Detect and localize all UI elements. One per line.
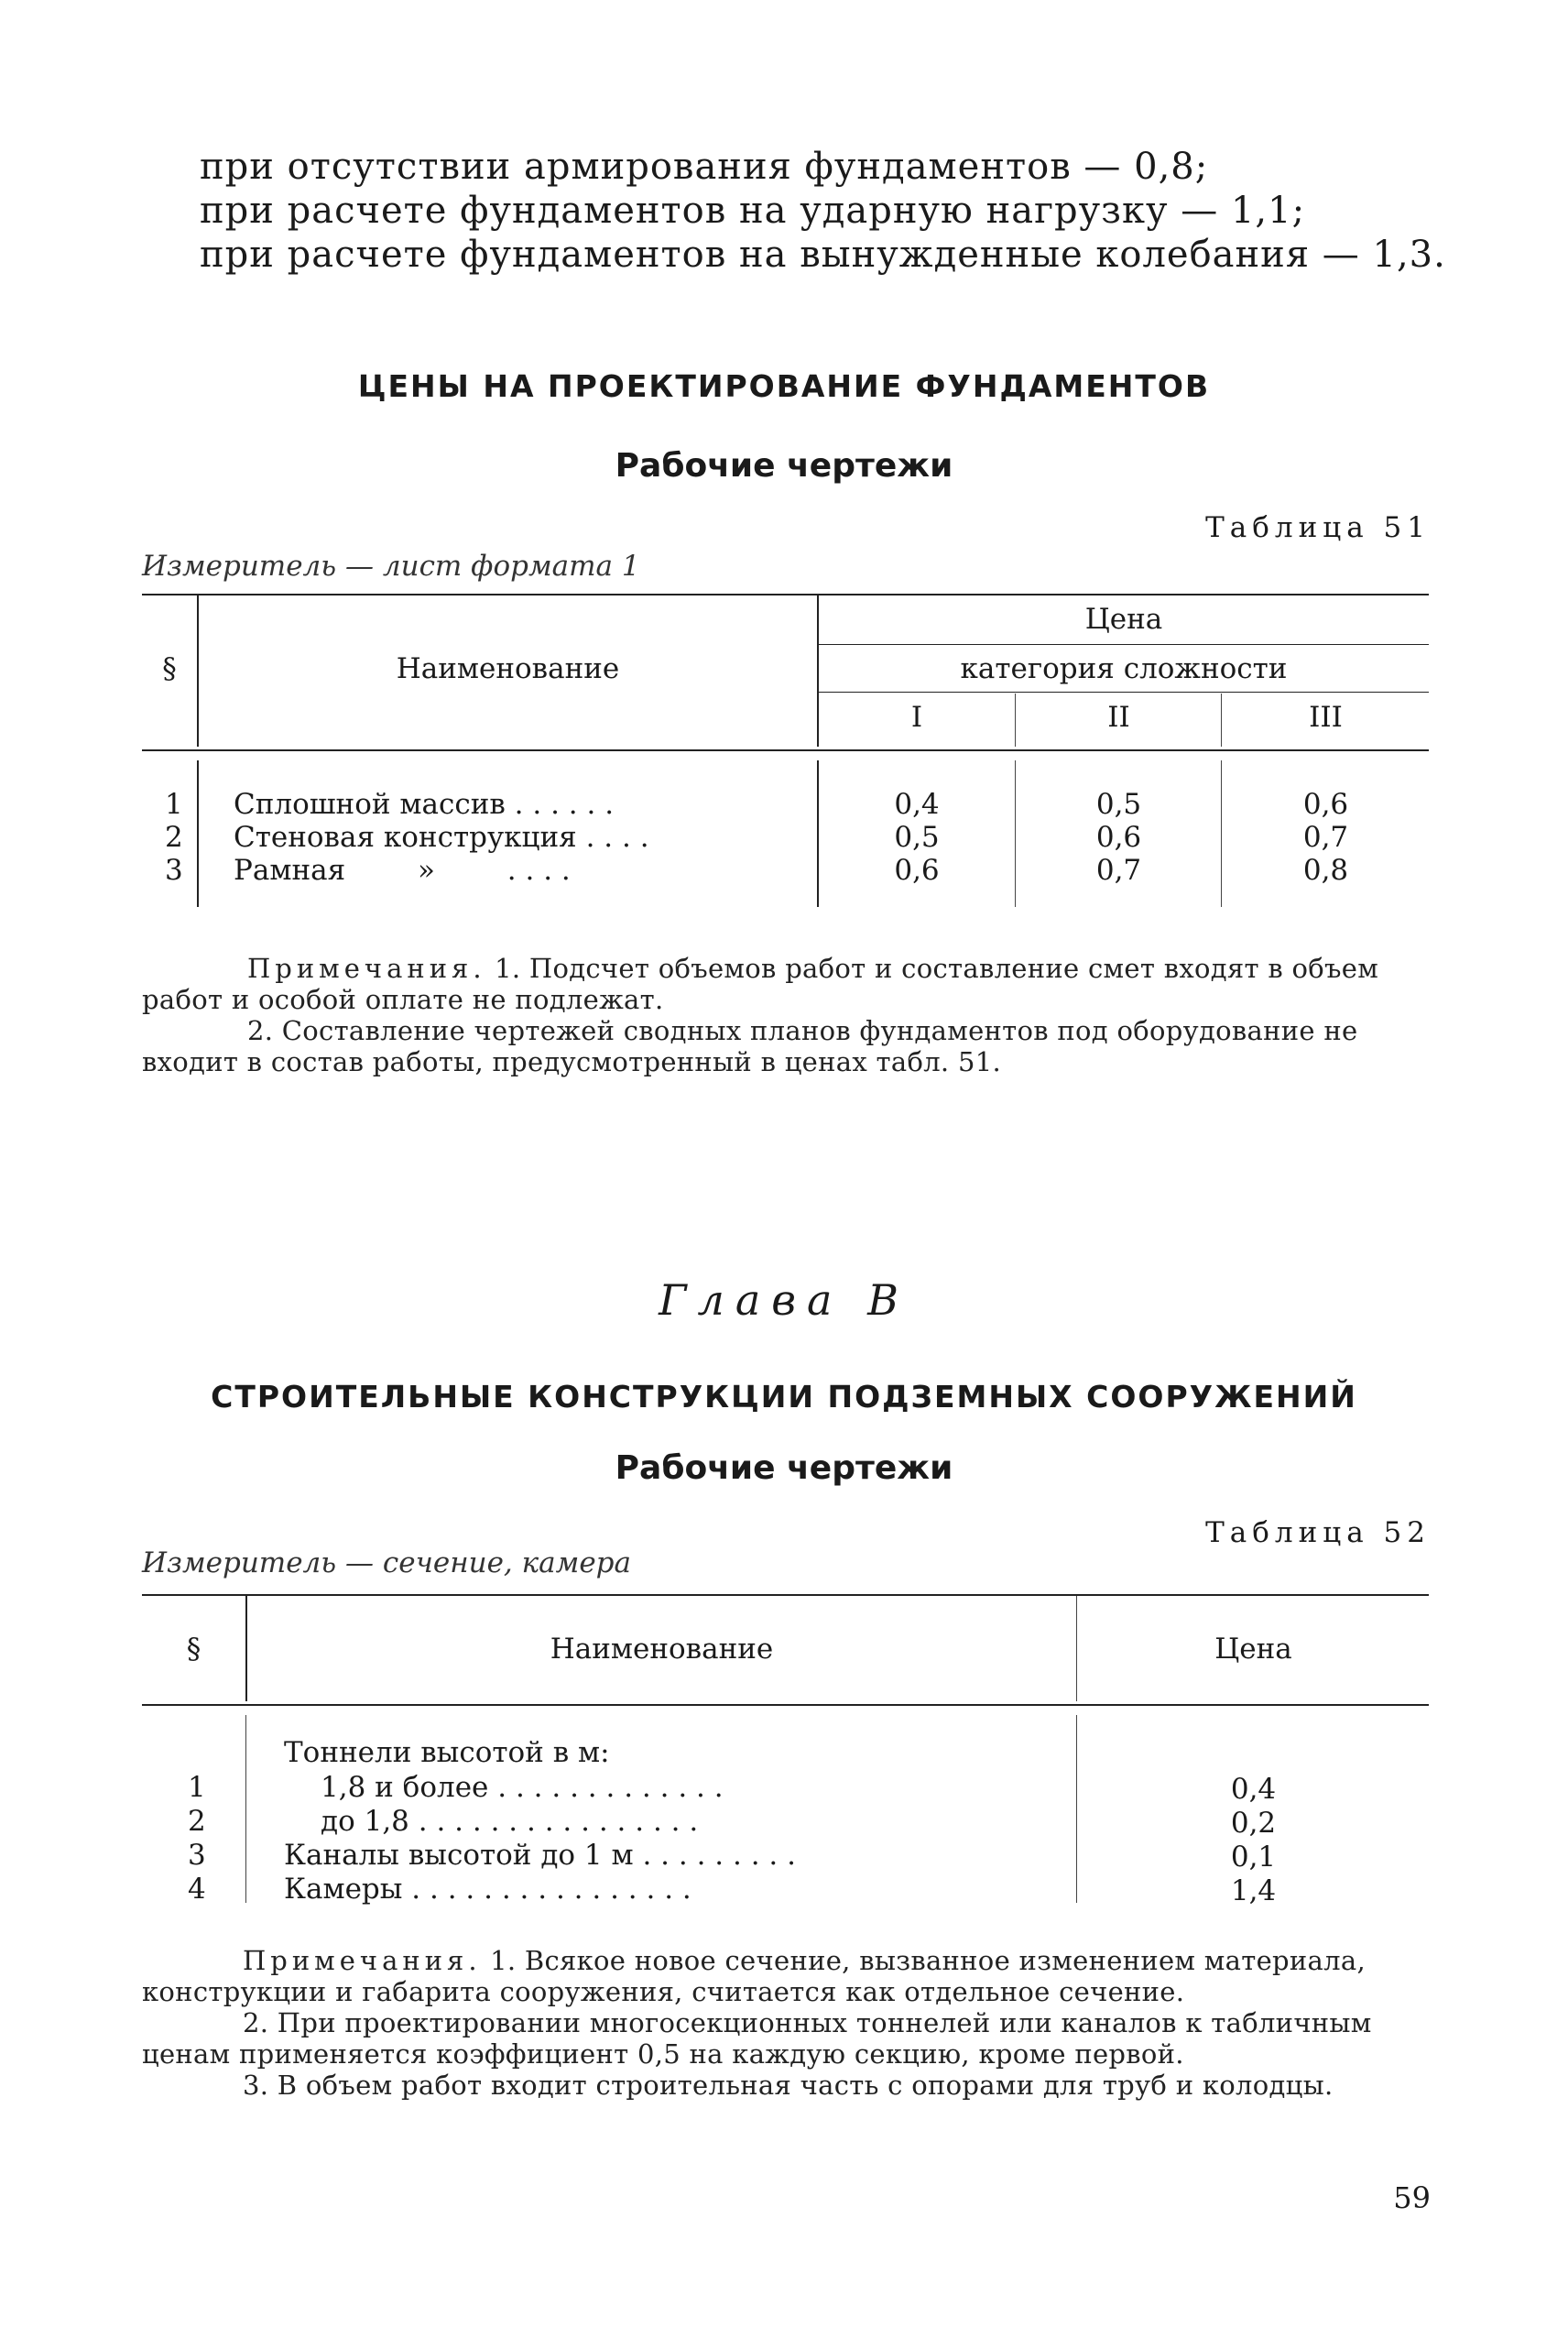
table52-group-label: Тоннели высотой в м:: [284, 1736, 610, 1769]
table51-vline-3: [1015, 694, 1016, 747]
table51-row1-v1: 0,4: [894, 788, 940, 821]
table52-row3-num: 3: [188, 1839, 206, 1872]
table51-col-price: Цена: [1084, 603, 1163, 636]
intro-line-2: при расчете фундаментов на ударную нагрузку — 1,1;: [200, 190, 1306, 232]
table51-category-rule: [817, 692, 1429, 693]
section2-notes-lead: Примечания.: [243, 1945, 482, 1976]
table52-body-vline-2: [1076, 1715, 1077, 1903]
table52-label: Таблица 52: [1205, 1516, 1431, 1549]
table52-row3-name: Каналы высотой до 1 м . . . . . . . . .: [284, 1839, 796, 1872]
table51-body-vline-4: [1221, 760, 1222, 907]
table51-row1-v2: 0,5: [1095, 788, 1142, 821]
table51-row2-name: Стеновая конструкция . . . .: [234, 821, 649, 854]
table51-row3-v1: 0,6: [894, 854, 940, 887]
table51-row2-v1: 0,5: [894, 821, 940, 854]
table51-row2-v2: 0,6: [1095, 821, 1142, 854]
table51-header-rule: [142, 749, 1429, 751]
table52-row4-price: 1,4: [1230, 1874, 1277, 1907]
table52-row4-name: Камеры . . . . . . . . . . . . . . . .: [284, 1873, 691, 1906]
table52-row2-num: 2: [188, 1805, 206, 1838]
table51-body-vline-1: [197, 760, 199, 907]
table52-row1-num: 1: [188, 1771, 206, 1804]
chapter-title: Глава В: [659, 1275, 909, 1325]
table51-body-vline-3: [1015, 760, 1016, 907]
intro-line-3: при расчете фундаментов на вынужденные колебания — 1,3.: [200, 234, 1446, 276]
table51-row2-num: 2: [165, 821, 183, 854]
table52-row3-price: 0,1: [1230, 1841, 1277, 1874]
table51-label: Таблица 51: [1205, 511, 1431, 544]
section1-note-1: 1. Подсчет объемов работ и составление смет входят в объем работ и особой оплате не подлежат.: [142, 953, 1379, 1015]
section1-heading: ЦЕНЫ НА ПРОЕКТИРОВАНИЕ ФУНДАМЕНТОВ: [357, 368, 1211, 404]
section1-notes: [142, 953, 1429, 1077]
section2-subheading: Рабочие чертежи: [615, 1449, 953, 1487]
table51-col-category: категория сложности: [960, 652, 1288, 685]
table51-vline-4: [1221, 694, 1222, 747]
table51-row2-v3: 0,7: [1302, 821, 1349, 854]
section2-heading: СТРОИТЕЛЬНЫЕ КОНСТРУКЦИИ ПОДЗЕМНЫХ СООРУЖЕНИЙ: [211, 1379, 1357, 1415]
page-number: 59: [1393, 2180, 1431, 2215]
table51-col-name: Наименование: [396, 652, 620, 685]
table52-col-name: Наименование: [550, 1633, 774, 1666]
table51-row3-v2: 0,7: [1095, 854, 1142, 887]
table52-measure: Измеритель — сечение, камера: [142, 1546, 632, 1579]
section1-notes-lead: Примечания.: [247, 953, 486, 984]
table51-col-section: §: [162, 652, 177, 685]
table52-header-rule: [142, 1704, 1429, 1706]
table52-vline-2: [1076, 1596, 1077, 1701]
section2-note-1: 1. Всякое новое сечение, вызванное изменением материала, конструкции и габарита сооружения, считается как отдельное сечение.: [142, 1945, 1366, 2007]
table52-row2-name: до 1,8 . . . . . . . . . . . . . . . .: [321, 1805, 699, 1838]
table51-row3-v3: 0,8: [1302, 854, 1349, 887]
table51-row1-num: 1: [165, 788, 183, 821]
table52-top-rule: [142, 1594, 1429, 1596]
section2-note-2: 2. При проектировании многосекционных тоннелей или каналов к табличным ценам применяется коэффициент 0,5 на каждую секцию, кроме первой.: [142, 2007, 1372, 2070]
table51-row1-name: Сплошной массив . . . . . .: [234, 788, 615, 821]
table52-body-vline-1: [245, 1715, 246, 1903]
table51-cat-1: I: [910, 701, 923, 734]
table52-row2-price: 0,2: [1230, 1807, 1277, 1840]
section1-subheading: Рабочие чертежи: [615, 447, 953, 485]
table51-row3-num: 3: [165, 854, 183, 887]
section2-note-3: 3. В объем работ входит строительная часть с опорами для труб и колодцы.: [243, 2070, 1334, 2101]
table52-row1-price: 0,4: [1230, 1773, 1277, 1806]
intro-line-1: при отсутствии армирования фундаментов — 0,8;: [200, 146, 1209, 188]
table51-row1-v3: 0,6: [1302, 788, 1349, 821]
table51-cat-2: II: [1107, 701, 1130, 734]
table51-cat-3: III: [1309, 701, 1343, 734]
table51-row3-name: Рамная » . . . .: [234, 854, 571, 887]
table51-measure: Измеритель — лист формата 1: [142, 550, 640, 583]
table52-row1-name: 1,8 и более . . . . . . . . . . . . .: [321, 1771, 724, 1804]
section1-note-2: 2. Составление чертежей сводных планов фундаментов под оборудование не входит в состав работы, предусмотренный в ценах табл. 51.: [142, 1015, 1358, 1077]
section2-notes: [142, 1945, 1438, 2101]
table52-col-section: §: [186, 1633, 201, 1666]
table51-top-rule: [142, 594, 1429, 595]
table52-col-price: Цена: [1214, 1633, 1292, 1666]
table52-row4-num: 4: [188, 1873, 206, 1906]
table51-price-rule: [817, 644, 1429, 645]
intro-text: [200, 145, 1482, 277]
